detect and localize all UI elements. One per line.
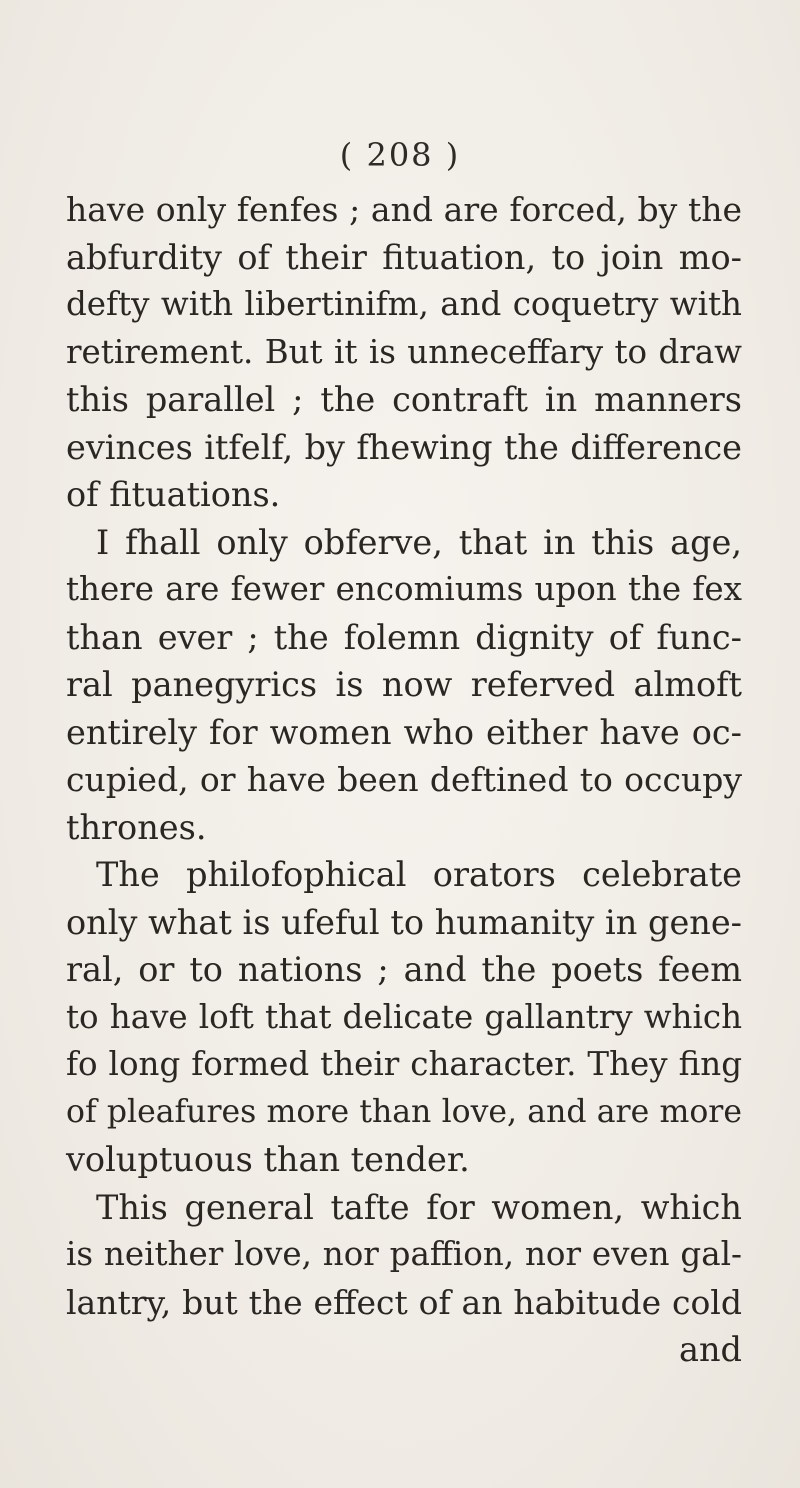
catchword: and [679, 1330, 742, 1369]
text-line: entirely for women who either have oc- [66, 712, 742, 752]
text-line: cupied, or have been deftined to occupy [66, 760, 742, 799]
text-line: evinces itfelf, by fhewing the difference [66, 427, 742, 467]
text-line: lantry, but the effect of an habitude cold [66, 1282, 742, 1322]
text-line: ral panegyrics is now referved almoft [66, 665, 742, 704]
text-line: only what is ufeful to humanity in gene- [66, 902, 742, 942]
text-line: of pleafures more than love, and are more [66, 1093, 742, 1130]
text-line: thrones. [66, 807, 207, 847]
page-number: ( 208 ) [339, 136, 461, 174]
text-line: is neither love, nor paffion, nor even gal- [66, 1235, 742, 1273]
text-line: than ever ; the folemn dignity of func- [66, 617, 742, 657]
text-line: I fhall only obferve, that in this age, [96, 522, 742, 562]
text-line: retirement. But it is unneceffary to draw [66, 332, 742, 371]
text-line: The philofophical orators celebrate [96, 855, 742, 894]
text-line: voluptuous than tender. [66, 1140, 470, 1179]
text-line: there are fewer encomiums upon the fex [66, 570, 742, 608]
text-line: fo long formed their character. They fing [66, 1045, 742, 1083]
text-line: to have loft that delicate gallantry which [66, 997, 742, 1036]
text-line: This general tafte for women, which [96, 1187, 742, 1227]
body-text [66, 186, 742, 1374]
text-line: this parallel ; the contraft in manners [66, 380, 742, 419]
text-line: defty with libertinifm, and coquetry with [66, 285, 742, 323]
text-line: of fituations. [66, 475, 281, 514]
text-line: abfurdity of their fituation, to join mo- [66, 237, 742, 277]
text-line: have only fenfes ; and are forced, by the [66, 190, 742, 229]
text-line: ral, or to nations ; and the poets feem [66, 950, 742, 989]
